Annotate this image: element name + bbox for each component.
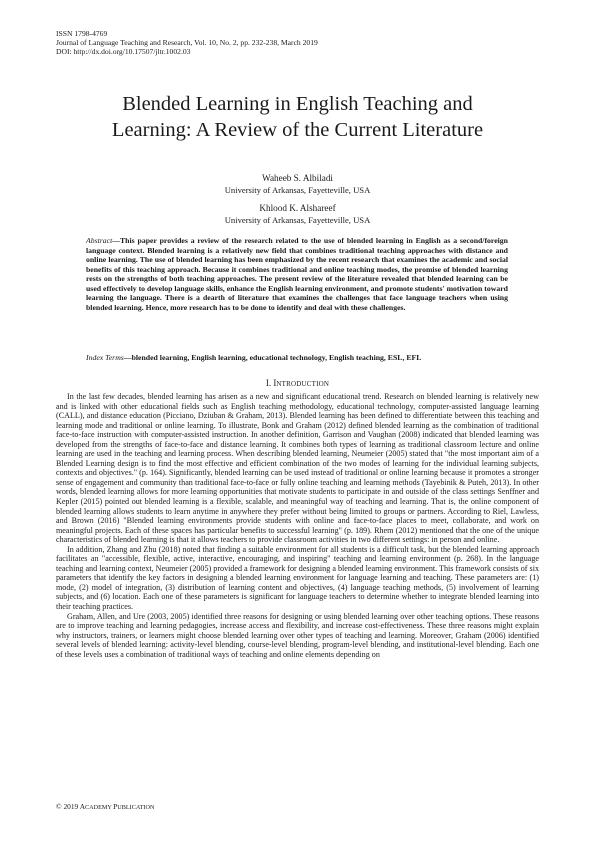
section-title-rest: NTRODUCTION [276, 380, 330, 388]
abstract [86, 236, 508, 312]
org-first-letter: A [79, 802, 86, 811]
page-footer [56, 802, 154, 811]
abstract-label: Abstract [86, 236, 113, 245]
author-name: Waheeb S. Albiladi [262, 173, 333, 183]
section-number: I. [265, 378, 274, 388]
body-text [56, 392, 539, 659]
org-rest: CADEMY [85, 804, 114, 811]
pub-first-letter: P [113, 802, 118, 811]
copyright-text: © 2019 [56, 802, 80, 811]
paragraph-2: In addition, Zhang and Zhu (2018) noted that finding a suitable environment for all students is a difficult task, but the blended learning approach facilitates an "accessible, flexible, active, interactive, encouraging, and inspiring" teaching and learning environment (p. 268). In the language teaching and learning context, Neumeier (2005) provided a framework for designing a blended learning environment. This framework consists of six parameters that identify the key factors in designing a blended learning environment for language learning and teaching. These parameters are: (1) mode, (2) model of integration, (3) distribution of learning content and objectives, (4) language teaching methods, (5) involvement of learning subjects, and (6) location. Each one of these parameters is significant for language teachers to determine whether to integrate blended learning into their teaching practices. [56, 544, 539, 612]
pub-rest: UBLICATION [117, 804, 155, 811]
author-name: Khlood K. Alshareef [259, 203, 336, 213]
abstract-text: —This paper provides a review of the research related to the use of blended learning in English as a second/foreign language context. Blended learning is a relatively new field that combines traditional teaching approaches with distance and online learning. The use of blended learning has been emphasized by the recent research that examines the academic and social benefits of this teaching approach. Because it combines traditional and online teaching modes, the promise of blended learning rests on the strengths of both teaching approaches. The present review of the literature revealed that blended learning can be used effectively to develop language skills, enhance the English learning environment, and promote students' motivation toward learning the language. There is a dearth of literature that examines the challenges that face language teachers when using blended learning. Hence, more research has to be done to identify and deal with these challenges. [86, 236, 508, 312]
author-affiliation: University of Arkansas, Fayetteville, USA [224, 215, 371, 225]
section-heading [0, 378, 595, 390]
journal-citation: Journal of Language Teaching and Research, Vol. 10, No. 2, pp. 232-238, March 2019 [56, 37, 318, 47]
index-terms-text: —blended learning, English learning, educational technology, English teaching, ESL, EFL [123, 353, 422, 362]
author-block-2 [0, 202, 595, 226]
title-line-2: Learning: A Review of the Current Literature [111, 119, 484, 141]
index-terms-label: Index Terms [86, 353, 124, 362]
author-affiliation: University of Arkansas, Fayetteville, USA [224, 185, 371, 195]
journal-header [56, 30, 536, 57]
author-block-1 [0, 172, 595, 196]
index-terms [86, 353, 526, 363]
title-line-1: Blended Learning in English Teaching and [122, 93, 473, 115]
section-first-letter: I [273, 378, 277, 388]
issn-line: ISSN 1798-4769 [56, 29, 108, 38]
paper-title [40, 91, 555, 143]
paragraph-3: Graham, Allen, and Ure (2003, 2005) identified three reasons for designing or using blended learning over other teaching options. These reasons are to improve teaching and learning pedagogies, increase access and flexibility, and increase cost-effectiveness. These three reasons might explain why instructors, trainers, or learners might choose blended learning over other types of teaching and learning. Moreover, Graham (2006) identified several levels of blended learning: activity-level blending, course-level blending, program-level blending, and institutional-level blending. Each one of these levels uses a combination of traditional ways of teaching and online elements depending on [56, 611, 539, 659]
paragraph-1: In the last few decades, blended learning has arisen as a new and significant educational trend. Research on blended learning is relatively new and is linked with other educational fields such as English teaching methodology, educational technology, computer-assisted language learning (CALL), and distance education (Picciano, Dziuban & Graham, 2013). Blended learning has been defined to differentiate between this teaching and learning mode and traditional or online learning. To illustrate, Bonk and Graham (2012) defined blended learning as the combination of traditional face-to-face instruction with computer-assisted instruction. In another definition, Garrison and Vaughan (2008) indicated that blended learning was developed from the strengths of face-to-face and distance learning. It combines both types of learning as traditional classroom lecture and online learning are used in the teaching and learning process. When describing blended learning, Neumeier (2005) stated that "the most important aim of a Blended Learning design is to find the most effective and efficient combination of the two modes of learning for the individual learning subjects, contexts and objectives." (p. 164). Significantly, blended learning can be used instead of traditional or online learning because it promotes a stronger sense of engagement and community than traditional face-to-face or fully online teaching and learning methods (Tayebinik & Puteh, 2013). In other words, blended learning allows for more learning opportunities that motivate students to participate in and outside of the class settings Senffner and Kepler (2015) pointed out blended learning is a flexible, scalable, and meaningful way of teaching and learning. That is, the online component of blended learning allows students to learn anytime in anywhere they prefer without being limited to groups or partners. According to Riel, Lawless, and Brown (2016) "Blended learning environments provide students with online and face-to-face places to meet, collaborate, and work on meaningful projects. Each of these spaces has particular benefits to successful learning" (p. 189). Rhem (2012) mentioned that the one of the unique characteristics of blended learning is that it allows teachers to provide classroom activities in two different settings: in person and online. [56, 392, 539, 545]
doi-line: DOI: http://dx.doi.org/10.17507/jltr.1002.03 [56, 46, 191, 56]
